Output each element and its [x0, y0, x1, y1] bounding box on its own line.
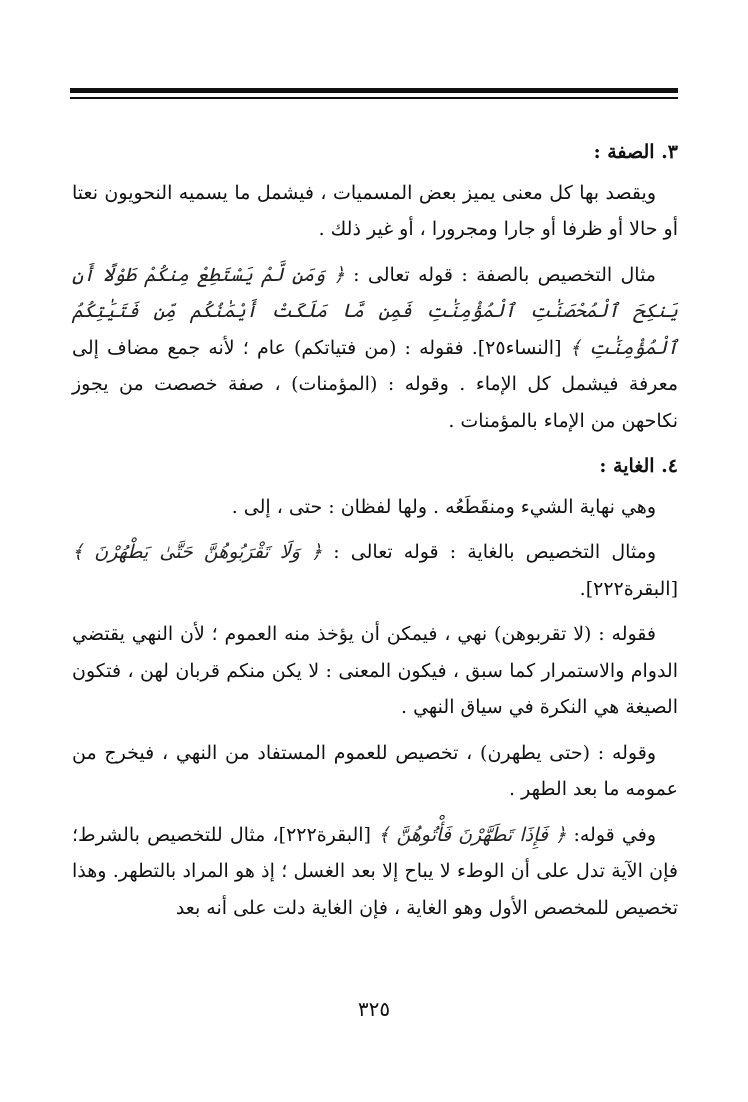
example-intro: مثال التخصيص بالصفة : قوله تعالى :: [344, 263, 656, 286]
quran-verse: ﴿ فَإِذَا تَطَهَّرْنَ فَأْتُوهُنَّ ﴾: [378, 823, 567, 846]
paragraph-prohibition: فقوله : (لا تقربوهن) نهي ، فيمكن أن يؤخذ منه العموم ؛ لأن النهي يقتضي الدوام والاستمرار كما سبق ، فيكون المعنى : لا يكن منكم قربان لهن ، فتكون الصيغة هي النكرة في سياق النهي .: [72, 623, 678, 718]
quran-verse: ﴿ وَلَا تَقْرَبُوهُنَّ حَتَّىٰ يَطْهُرْنَ ﴾: [72, 541, 323, 563]
paragraph-condition: [72, 817, 678, 927]
page-body: [72, 134, 678, 935]
example-explanation: [النساء٢٥]. فقوله : (من فتياتكم) عام ؛ لأنه جمع مضاف إلى معرفة فيشمل كل الإماء . وقوله : (المؤمنات) ، صفة خصصت من يجوز نكاحهن من الإماء بالمؤمنات .: [72, 336, 678, 432]
example-intro: ومثال التخصيص بالغاية : قوله تعالى :: [322, 541, 656, 563]
paragraph-limit-example: [72, 534, 678, 607]
paragraph-attribute-example: [72, 257, 678, 440]
paragraph-definition: ويقصد بها كل معنى يميز بعض المسميات ، فيشمل ما يسميه النحويون نعتا أو حالا أو ظرفا أو جارا ومجرورا ، أو غير ذلك .: [72, 181, 678, 240]
header-rule-thick: [70, 88, 678, 93]
section-heading-limit: ٤. الغاية :: [599, 455, 678, 477]
paragraph-specification: وقوله : (حتى يطهرن) ، تخصيص للعموم المستفاد من النهي ، فيخرج من عمومه ما بعد الطهر .: [72, 741, 678, 800]
condition-intro: وفي قوله:: [566, 823, 656, 846]
section-heading-attribute: ٣. الصفة :: [593, 141, 678, 163]
page-number: ٣٢٥: [357, 997, 391, 1021]
verse-reference: [البقرة٢٢٢].: [579, 577, 678, 600]
quran-verse: ﴿ وَمَن لَّمْ يَسْتَطِعْ مِنكُمْ طَوْلًا أَن يَنكِحَ ٱلْمُحْصَنَٰتِ ٱلْمُؤْمِنَٰتِ فَمِن مَّا مَلَكَتْ أَيْمَٰنُكُم مِّن فَتَيَٰتِكُمُ ٱلْمُؤْمِنَٰتِ ﴾: [72, 263, 678, 359]
condition-explanation: [البقرة٢٢٢]، مثال للتخصيص بالشرط؛ فإن الآية تدل على أن الوطء لا يباح إلا بعد الغسل ؛ إذ هو المراد بالتطهر. وهذا تخصيص للمخصص الأول وهو الغاية ، فإن الغاية دلت على أنه بعد: [72, 823, 678, 919]
header-rule-thin: [70, 97, 678, 99]
paragraph-limit-definition: وهي نهاية الشيء ومنقَطَعُه . ولها لفظان : حتى ، إلى .: [231, 495, 656, 518]
